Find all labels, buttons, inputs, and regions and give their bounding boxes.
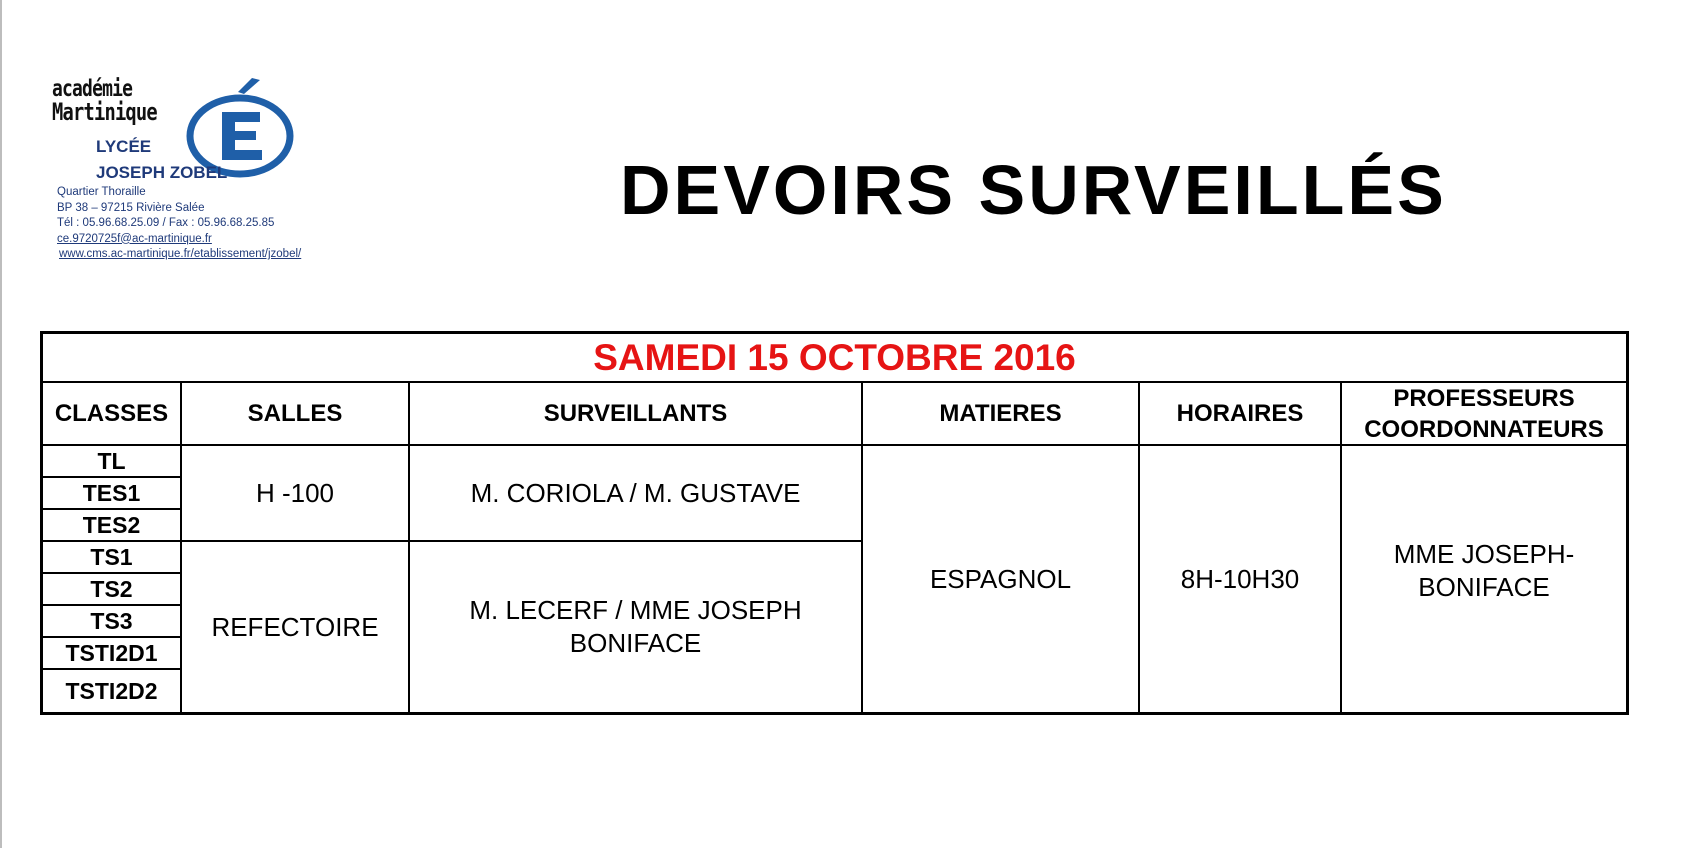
coordinator-line1: MME JOSEPH-	[1393, 539, 1575, 569]
class-cell: TSTI2D2	[65, 677, 158, 704]
schedule-table	[40, 331, 1629, 715]
address-line-1: Quartier Thoraille	[57, 186, 146, 198]
supervisors-cell: M. CORIOLA / M. GUSTAVE	[470, 477, 801, 508]
page-title: DEVOIRS SURVEILLÉS	[620, 151, 1447, 229]
subject-cell: ESPAGNOL	[929, 563, 1072, 594]
room-cell: H -100	[255, 477, 335, 508]
header-surveillants: SURVEILLANTS	[543, 400, 728, 427]
supervisors-line1: M. LECERF / MME JOSEPH	[469, 595, 802, 625]
phone-fax-line: Tél : 05.96.68.25.09 / Fax : 05.96.68.25.85	[57, 217, 275, 229]
page-left-edge	[0, 0, 2, 848]
class-cell: TES2	[82, 511, 141, 538]
header-classes: CLASSES	[54, 400, 169, 427]
class-cell: TSTI2D1	[65, 639, 158, 666]
exam-date: SAMEDI 15 OCTOBRE 2016	[593, 336, 1076, 378]
header-salles: SALLES	[247, 400, 343, 427]
class-cell: TS1	[90, 543, 133, 570]
supervisors-line2: BONIFACE	[569, 628, 702, 658]
header-matieres: MATIERES	[939, 400, 1062, 427]
header-professeurs	[1342, 383, 1626, 444]
supervisors-cell	[410, 542, 861, 712]
address-line-2: BP 38 – 97215 Rivière Salée	[57, 201, 205, 214]
logo-martinique-text: Martinique	[52, 98, 157, 126]
school-name: JOSEPH ZOBEL	[96, 163, 228, 182]
class-cell: TL	[97, 447, 126, 474]
header-professeurs-line1: PROFESSEURS	[1393, 384, 1575, 412]
school-type: LYCÉE	[96, 137, 152, 156]
class-cell: TS2	[90, 575, 133, 602]
website-link[interactable]: www.cms.ac-martinique.fr/etablissement/jzobel/	[59, 248, 302, 260]
logo-academie-text: académie	[52, 76, 133, 102]
coordinator-cell	[1342, 446, 1626, 696]
class-cell: TES1	[82, 479, 141, 506]
class-cell: TS3	[90, 607, 133, 634]
school-address	[57, 185, 301, 263]
coordinator-line2: BONIFACE	[1418, 572, 1550, 602]
header-professeurs-line2: COORDONNATEURS	[1364, 415, 1604, 443]
time-cell: 8H-10H30	[1180, 563, 1300, 594]
email-link[interactable]: ce.9720725f@ac-martinique.fr	[57, 232, 212, 245]
academie-martinique-logo	[52, 46, 252, 142]
room-cell: REFECTOIRE	[211, 611, 379, 642]
header-horaires: HORAIRES	[1176, 400, 1304, 427]
